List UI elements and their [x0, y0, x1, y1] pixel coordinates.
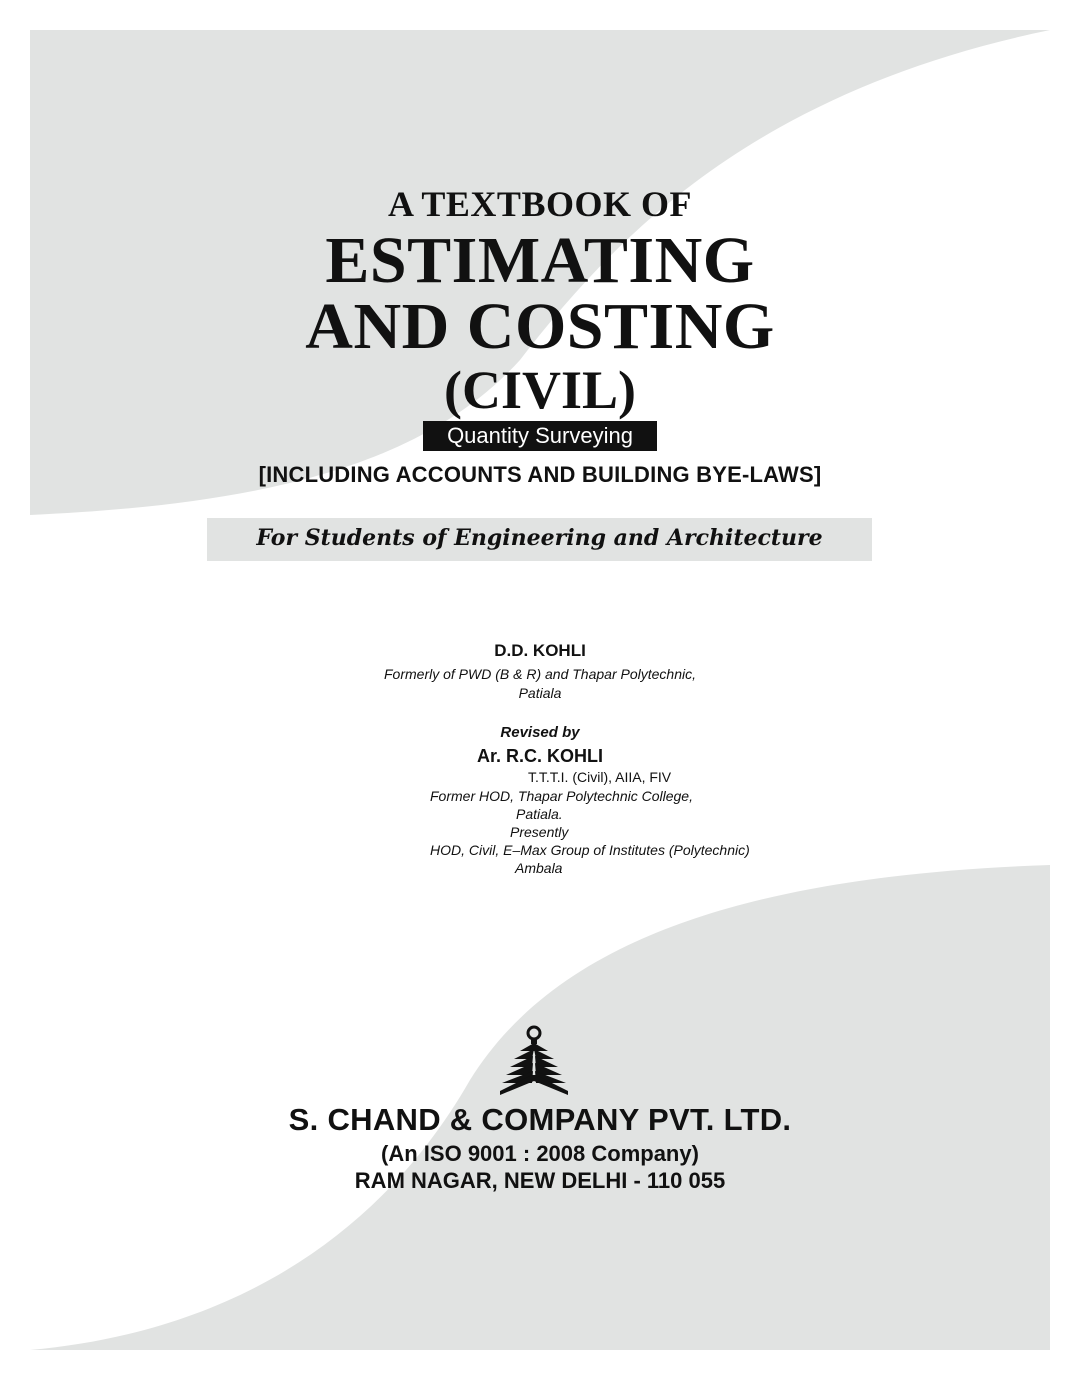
reviser-presently-label: Presently [510, 824, 569, 840]
author-description-line-1: Formerly of PWD (B & R) and Thapar Polytechnic, [384, 666, 696, 682]
reviser-current-city: Ambala [515, 860, 563, 876]
including-subtitle: [INCLUDING ACCOUNTS AND BUILDING BYE-LAWS] [258, 462, 822, 487]
book-tree-logo-icon [498, 1025, 570, 1097]
revised-by-label: Revised by [500, 724, 580, 741]
publisher-iso: (An ISO 9001 : 2008 Company) [381, 1141, 699, 1166]
audience-text: For Students of Engineering and Architecture [256, 525, 823, 551]
reviser-former-city: Patiala. [516, 806, 563, 822]
pretitle: A TEXTBOOK OF [388, 184, 692, 224]
author-description-line-2: Patiala [518, 685, 562, 701]
title-line-2: AND COSTING [305, 290, 775, 363]
reviser-current-position: HOD, Civil, E–Max Group of Institutes (Polytechnic) [430, 842, 750, 858]
publisher-address: RAM NAGAR, NEW DELHI - 110 055 [354, 1168, 726, 1193]
author-name: D.D. KOHLI [494, 641, 586, 660]
reviser-credentials: T.T.T.I. (Civil), AIIA, FIV [528, 769, 672, 785]
reviser-name: Ar. R.C. KOHLI [476, 746, 603, 766]
publisher-name: S. CHAND & COMPANY PVT. LTD. [288, 1102, 792, 1137]
title-line-1: ESTIMATING [325, 224, 755, 297]
reviser-former-position: Former HOD, Thapar Polytechnic College, [430, 788, 693, 804]
title-line-3: (CIVIL) [443, 360, 636, 420]
quantity-surveying-tag: Quantity Surveying [423, 421, 657, 451]
